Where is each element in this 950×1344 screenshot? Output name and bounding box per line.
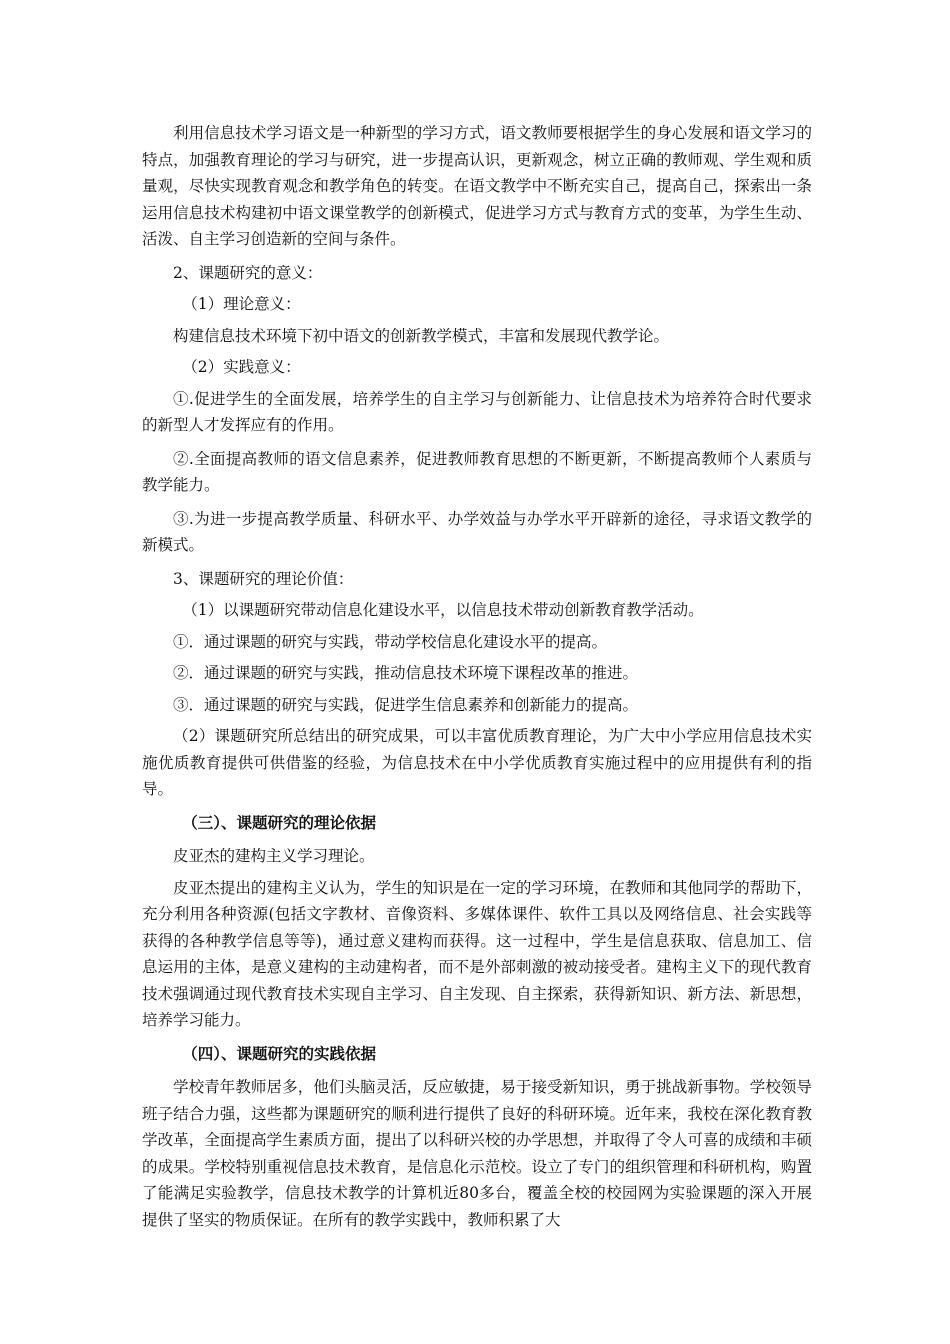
heading-practice-basis: （四）、课题研究的实践依据 <box>182 1044 377 1063</box>
list-item-practice-2: ②.全面提高教师的语文信息素养，促进教师教育思想的不断更新，不断提高教师个人素质与教学能力。 <box>142 449 812 494</box>
list-item-value-1: ①．通过课题的研究与实践，带动学校信息化建设水平的提高。 <box>173 632 608 651</box>
section-theory-value-title: 3、课题研究的理论价值： <box>173 569 354 588</box>
list-item-practice-1: ①.促进学生的全面发展，培养学生的自主学习与创新能力、让信息技术为培养符合时代要求的新型人才发挥应有的作用。 <box>142 389 812 434</box>
paragraph-intro: 利用信息技术学习语文是一种新型的学习方式，语文教师要根据学生的身心发展和语文学习的特点，加强教育理论的学习与研究，进一步提高认识，更新观念，树立正确的教师观、学生观和质量观，尽快实现教育观念和教学角色的转变。在语文教学中不断充实自己，提高自己，探索出一条运用信息技术构建初中语文课堂教学的创新模式，促进学习方式与教育方式的变革，为学生生动、活泼、自主学习创造新的空间与条件。 <box>142 124 812 248</box>
paragraph-theory-significance: 构建信息技术环境下初中语文的创新教学模式，丰富和发展现代教学论。 <box>173 326 670 345</box>
heading-theory-basis: （三）、课题研究的理论依据 <box>182 813 377 832</box>
paragraph-constructivism: 皮亚杰提出的建构主义认为，学生的知识是在一定的学习环境，在教师和其他同学的帮助下，充分利用各种资源(包括文字教材、音像资料、多媒体课件、软件工具以及网络信息、社会实践等获得的各种教学信息等等)，通过意义建构而获得。这一过程中，学生是信息获取、信息加工、信息运用的主体，是意义建构的主动建构者，而不是外部刺激的被动接受者。建构主义下的现代教育技术强调通过现代教育技术实现自主学习、自主发现、自主探索，获得新知识、新方法、新思想，培养学习能力。 <box>142 878 812 1029</box>
subsection-theory-value-1: （1）以课题研究带动信息化建设水平，以信息技术带动创新教育教学活动。 <box>182 601 704 619</box>
list-item-practice-3: ③.为进一步提高教学质量、科研水平、办学效益与办学水平开辟新的途径，寻求语文教学的新模式。 <box>142 509 812 554</box>
list-item-value-3: ③．通过课题的研究与实践，促进学生信息素养和创新能力的提高。 <box>173 695 639 714</box>
section-significance-title: 2、课题研究的意义： <box>173 263 323 282</box>
document-body <box>142 120 812 1240</box>
paragraph-piaget-title: 皮亚杰的建构主义学习理论。 <box>173 847 375 865</box>
subsection-theory-value-2: （2）课题研究所总结出的研究成果，可以丰富优质教育理论，为广大中小学应用信息技术实施优质教育提供可供借鉴的经验，为信息技术在中小学优质教育实施过程中的应用提供有利的指导。 <box>142 727 812 798</box>
paragraph-school-conditions: 学校青年教师居多，他们头脑灵活，反应敏捷，易于接受新知识，勇于挑战新事物。学校领导班子结合力强，这些都为课题研究的顺利进行提供了良好的科研环境。近年来，我校在深化教育教学改革，全面提高学生素质方面，提出了以科研兴校的办学思想，并取得了令人可喜的成绩和丰硕的成果。学校特别重视信息技术教育，是信息化示范校。设立了专门的组织管理和科研机构，购置了能满足实验教学，信息技术教学的计算机近80多台，覆盖全校的校园网为实验课题的深入开展提供了坚实的物质保证。在所有的教学实践中，教师积累了大 <box>142 1078 812 1229</box>
list-item-value-2: ②．通过课题的研究与实践，推动信息技术环境下课程改革的推进。 <box>173 664 639 682</box>
subsection-theory-significance: （1）理论意义： <box>182 295 301 313</box>
subsection-practice-significance: （2）实践意义： <box>182 358 301 376</box>
